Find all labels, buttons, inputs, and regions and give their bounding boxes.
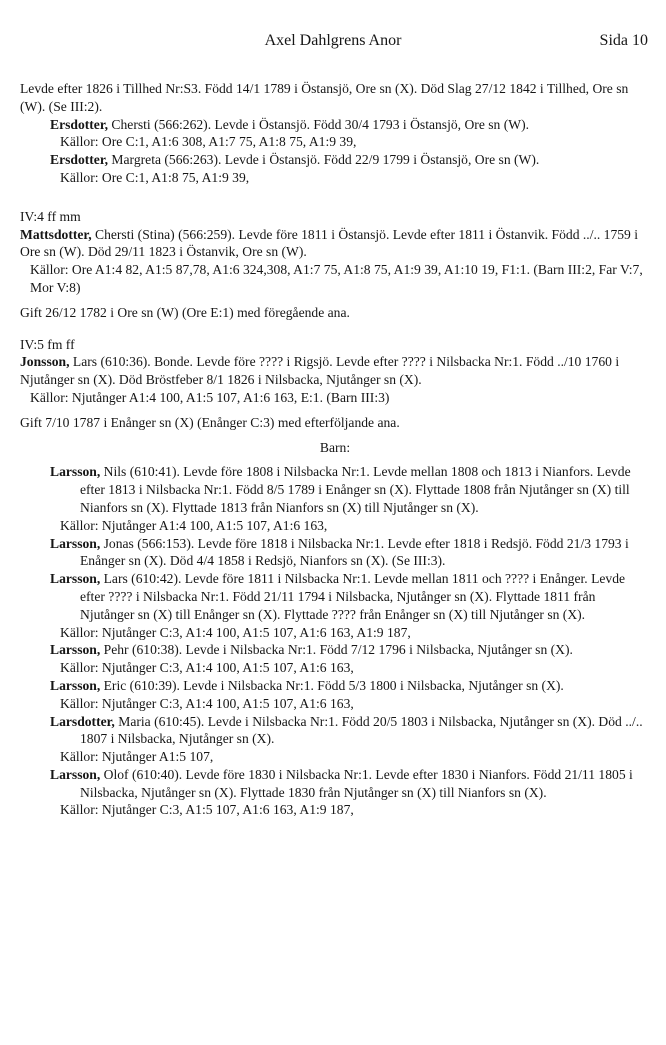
person-surname: Mattsdotter, [20, 226, 92, 242]
child-details: Pehr (610:38). Levde i Nilsbacka Nr:1. Född 7/12 1796 i Nilsbacka, Njutånger sn (X). [100, 642, 573, 658]
child-details: Olof (610:40). Levde före 1830 i Nilsbacka Nr:1. Levde efter 1830 i Nianfors. Född 21/11 1805 i Nilsbacka, Njutånger sn (X). Flyttade 1830 från Njutånger sn (X) till Nianfors sn (X). [80, 766, 633, 800]
child-surname: Larsson, [50, 677, 101, 693]
person-surname: Ersdotter, [50, 152, 109, 168]
sources-line: Källor: Ore C:1, A1:8 75, A1:9 39, [60, 169, 250, 185]
child-entry [50, 713, 650, 749]
person-details: Margreta (566:263). Levde i Östansjö. Född 22/9 1799 i Östansjö, Ore sn (W). [108, 152, 540, 168]
sources-line: Källor: Njutånger C:3, A1:4 100, A1:5 107, A1:6 163, [60, 660, 354, 676]
page-header-title: Axel Dahlgrens Anor [264, 32, 402, 49]
person-entry [20, 353, 650, 389]
sources-line: Källor: Ore A1:4 82, A1:5 87,78, A1:6 324,308, A1:7 75, A1:8 75, A1:9 39, A1:10 19, F1:1. (Barn III:2, Far V:7, Mor V:8) [30, 262, 643, 295]
page-content [20, 80, 650, 819]
sources-line: Källor: Ore C:1, A1:6 308, A1:7 75, A1:8 75, A1:9 39, [60, 134, 357, 150]
child-details: Lars (610:42). Levde före 1811 i Nilsbacka Nr:1. Levde mellan 1811 och ???? i Enånger. Levde efter ???? i Nilsbacka Nr:1. Född 21/11 1794 i Nilsbacka, Njutånger sn (X). Flyttade 1811 från Njutånger sn (X) till Enånger sn (X). Flyttade ???? från Enånger sn (X) till Njutånger sn (X). [80, 571, 626, 622]
person-entry [20, 226, 650, 262]
page-number: Sida 10 [599, 32, 648, 49]
marriage-line: Gift 7/10 1787 i Enånger sn (X) (Enånger C:3) med efterföljande ana. [20, 414, 400, 430]
sources-line: Källor: Njutånger C:3, A1:4 100, A1:5 107, A1:6 163, [60, 695, 354, 711]
child-entry [50, 677, 650, 695]
child-details: Jonas (566:153). Levde före 1818 i Nilsbacka Nr:1. Levde efter 1818 i Redsjö. Född 21/3 1793 i Enånger sn (X). Död 4/4 1858 i Redsjö, Nianfors sn (X). (Se III:3). [80, 535, 629, 569]
person-details: Chersti (566:262). Levde i Östansjö. Född 30/4 1793 i Östansjö, Ore sn (W). [108, 116, 530, 132]
child-surname: Larsson, [50, 571, 101, 587]
sources-line: Källor: Njutånger A1:5 107, [60, 749, 214, 765]
child-surname: Larsdotter, [50, 713, 115, 729]
child-details: Maria (610:45). Levde i Nilsbacka Nr:1. Född 20/5 1803 i Nilsbacka, Njutånger sn (X). Död ../.. 1807 i Nilsbacka, Njutånger sn (X). [80, 713, 643, 747]
child-surname: Larsson, [50, 766, 101, 782]
children-list [20, 463, 650, 819]
sources-line: Källor: Njutånger C:3, A1:4 100, A1:5 107, A1:6 163, A1:9 187, [60, 624, 411, 640]
child-entry [50, 641, 650, 659]
person-entry [50, 151, 650, 169]
sources-line: Källor: Njutånger A1:4 100, A1:5 107, A1:6 163, [60, 517, 328, 533]
person-surname: Jonsson, [20, 354, 70, 370]
person-details: Lars (610:36). Bonde. Levde före ???? i Rigsjö. Levde efter ???? i Nilsbacka Nr:1. Född ../10 1760 i Njutånger sn (X). Död Bröstfeber 8/1 1826 i Nilsbacka, Njutånger sn (X). [20, 354, 620, 388]
person-details: Chersti (Stina) (566:259). Levde före 1811 i Östansjö. Levde efter 1811 i Östanvik. Född ../.. 1759 i Ore sn (W). Död 29/11 1823 i Östanvik, Ore sn (W). [20, 226, 639, 260]
continued-entry-text: Levde efter 1826 i Tillhed Nr:S3. Född 14/1 1789 i Östansjö, Ore sn (X). Död Slag 27/12 1842 i Tillhed, Ore sn (W). (Se III:2). [20, 81, 629, 114]
child-entry [50, 570, 650, 623]
child-surname: Larsson, [50, 535, 101, 551]
marriage-line: Gift 26/12 1782 i Ore sn (W) (Ore E:1) med föregående ana. [20, 304, 350, 320]
person-surname: Ersdotter, [50, 116, 109, 132]
child-entry [50, 463, 650, 516]
sources-line: Källor: Njutånger C:3, A1:5 107, A1:6 163, A1:9 187, [60, 802, 354, 818]
section-heading: IV:4 ff mm [20, 208, 81, 224]
child-details: Eric (610:39). Levde i Nilsbacka Nr:1. Född 5/3 1800 i Nilsbacka, Njutånger sn (X). [100, 677, 564, 693]
person-entry [50, 116, 650, 134]
children-heading: Barn: [319, 439, 351, 455]
child-entry [50, 535, 650, 571]
sources-line: Källor: Njutånger A1:4 100, A1:5 107, A1:6 163, E:1. (Barn III:3) [30, 389, 390, 405]
section-heading: IV:5 fm ff [20, 336, 75, 352]
child-entry [50, 766, 650, 802]
child-details: Nils (610:41). Levde före 1808 i Nilsbacka Nr:1. Levde mellan 1808 och 1813 i Nianfors. Levde efter 1813 i Nilsbacka Nr:1. Född 8/5 1789 i Enånger sn (X). Flyttade 1808 från Njutånger sn (X) till Nianfors sn (X). Flyttade 1813 från Nianfors sn (X) till Njutånger sn (X). [80, 464, 631, 515]
child-surname: Larsson, [50, 642, 101, 658]
child-surname: Larsson, [50, 464, 101, 480]
